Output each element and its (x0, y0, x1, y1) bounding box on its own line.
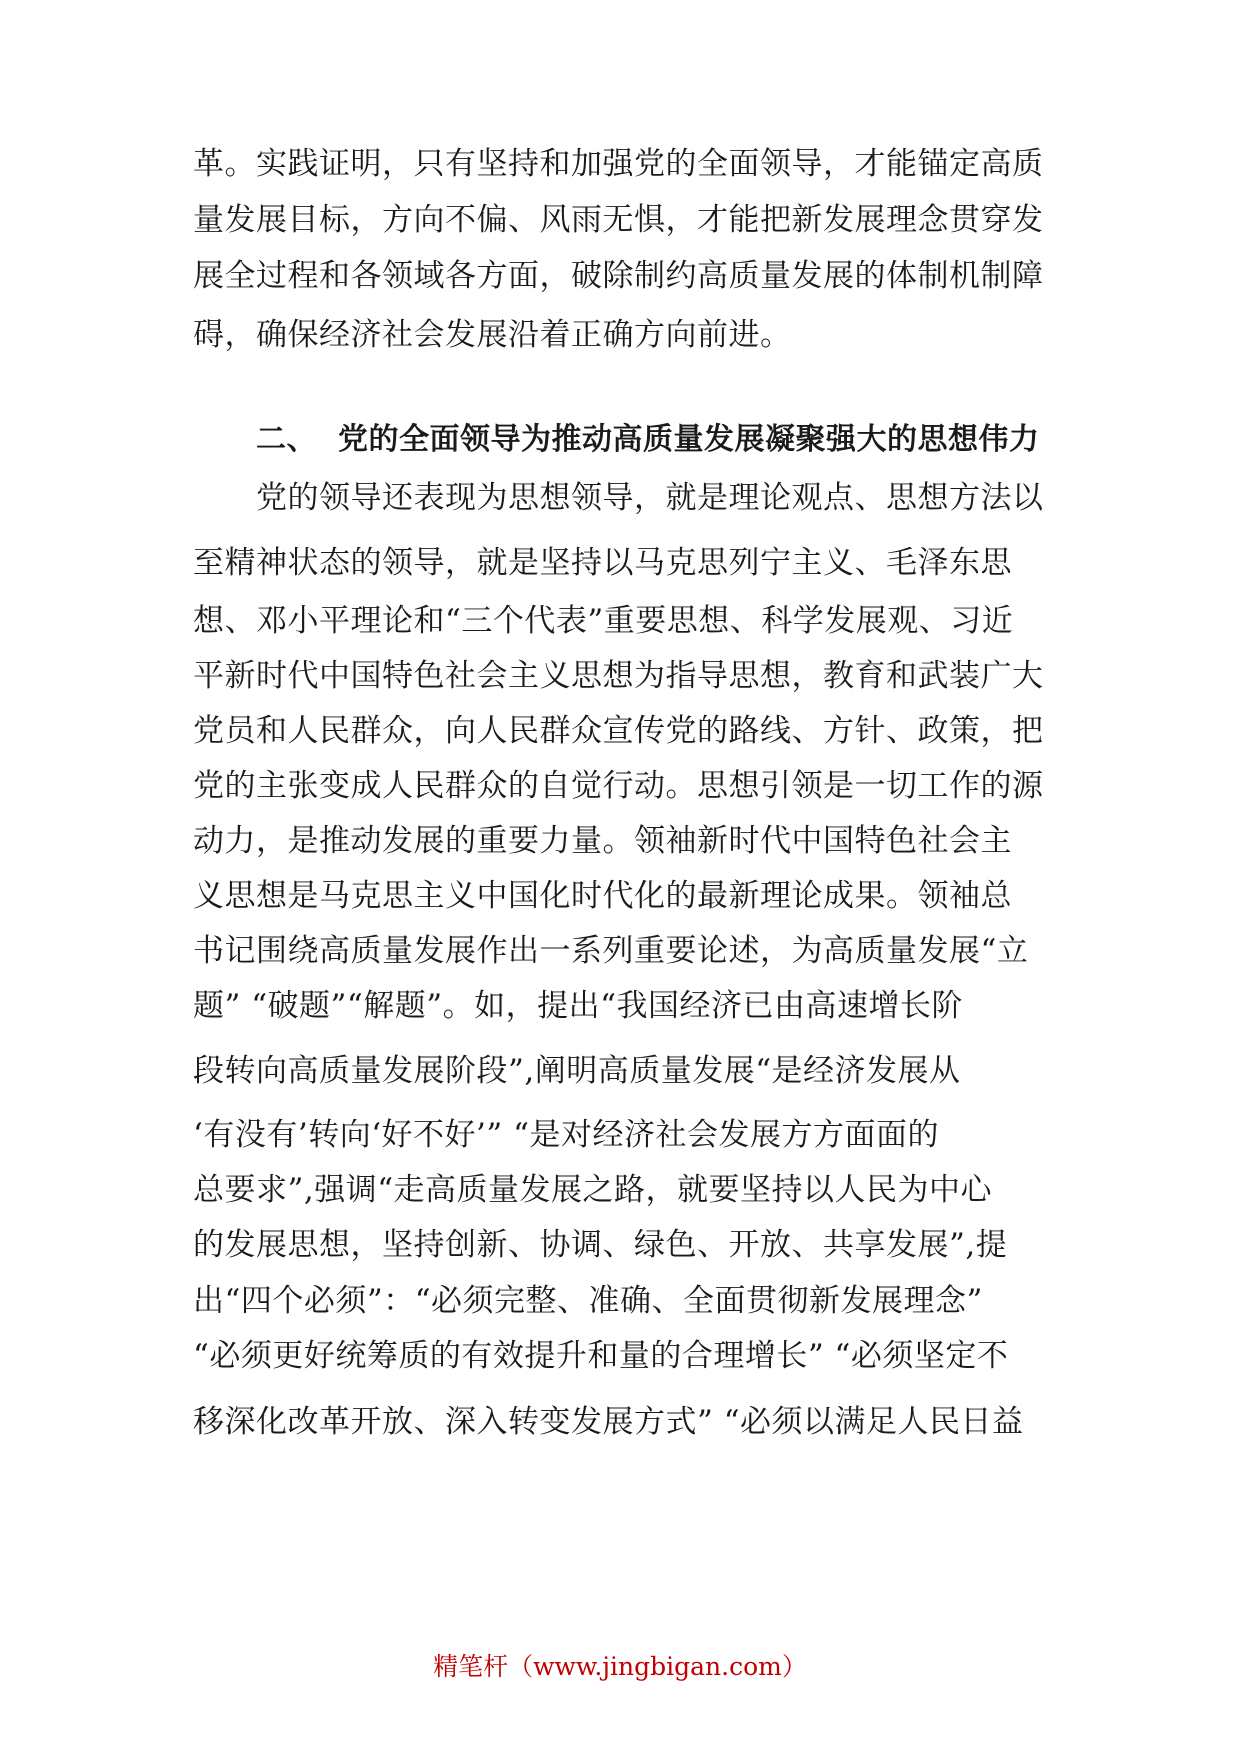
paragraph-1-line-2: 量发展目标，方向不偏、风雨无惧，才能把新发展理念贯穿发 (193, 202, 1044, 238)
paragraph-2-line-6: 党的主张变成人民群众的自觉行动。思想引领是一切工作的源 (193, 768, 1044, 804)
paragraph-1-line-3: 展全过程和各领域各方面，破除制约高质量发展的体制机制障 (193, 258, 1044, 294)
section-heading (256, 420, 1046, 460)
paragraph-2-line-13: 总要求”,强调“走高质量发展之路，就要坚持以人民为中心 (193, 1172, 993, 1208)
paragraph-2-line-7: 动力，是推动发展的重要力量。领袖新时代中国特色社会主 (193, 823, 1012, 859)
paragraph-2-line-17: 移深化改革开放、深入转变发展方式” “必须以满足人民日益 (193, 1404, 1024, 1440)
paragraph-2-line-9: 书记围绕高质量发展作出一系列重要论述，为高质量发展“立 (193, 933, 1029, 969)
paragraph-2-line-4: 平新时代中国特色社会主义思想为指导思想，教育和武装广大 (193, 658, 1044, 694)
paragraph-1-line-4: 碍，确保经济社会发展沿着正确方向前进。 (193, 317, 792, 353)
paragraph-2-line-14: 的发展思想，坚持创新、协调、绿色、开放、共享发展”,提 (193, 1227, 1008, 1263)
section-heading-number: 二、 (256, 422, 317, 457)
paragraph-2-line-2: 至精神状态的领导，就是坚持以马克思列宁主义、毛泽东思 (193, 545, 1012, 581)
section-heading-title: 党的全面领导为推动高质量发展凝聚强大的思想伟力 (338, 422, 1040, 457)
paragraph-2-line-11: 段转向高质量发展阶段”,阐明高质量发展“是经济发展从 (193, 1053, 961, 1089)
paragraph-2-line-12: ‘有没有’转向‘好不好’” “是对经济社会发展方方面面的 (193, 1117, 939, 1153)
paragraph-2-line-3: 想、邓小平理论和“三个代表”重要思想、科学发展观、习近 (193, 603, 1014, 639)
paragraph-2-line-8: 义思想是马克思主义中国化时代化的最新理论成果。领袖总 (193, 878, 1012, 914)
paragraph-2-line-5: 党员和人民群众，向人民群众宣传党的路线、方针、政策，把 (193, 713, 1044, 749)
paragraph-2-line-10: 题” “破题”“解题”。如，提出“我国经济已由高速增长阶 (193, 988, 963, 1024)
paragraph-2-line-15: 出“四个必须”：“必须完整、准确、全面贯彻新发展理念” (193, 1283, 983, 1319)
footer-watermark: 精笔杆（www.jingbigan.com） (433, 1652, 807, 1681)
paragraph-2-line-1: 党的领导还表现为思想领导，就是理论观点、思想方法以 (256, 480, 1044, 516)
paragraph-1-line-1: 革。实践证明，只有坚持和加强党的全面领导，才能锚定高质 (193, 146, 1044, 182)
paragraph-2-line-16: “必须更好统筹质的有效提升和量的合理增长” “必须坚定不 (193, 1338, 1009, 1374)
